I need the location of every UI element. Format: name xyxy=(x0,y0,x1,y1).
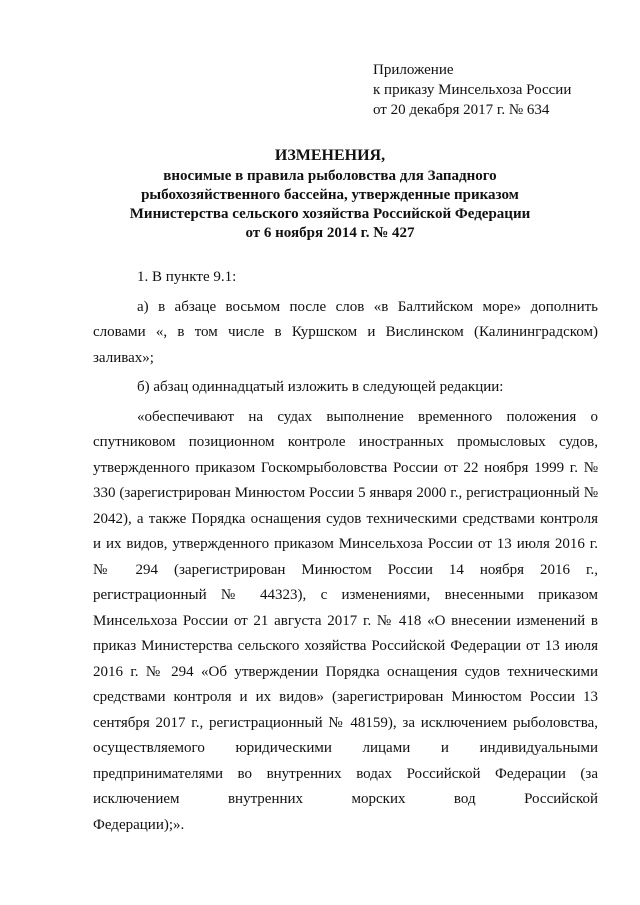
title-line-2: рыбохозяйственного бассейна, утвержденные приказом xyxy=(141,187,519,203)
title-line-3: Министерства сельского хозяйства Российской Федерации xyxy=(129,206,531,222)
item-b: б) абзац одиннадцатый изложить в следующей редакции: xyxy=(137,379,504,395)
document-body xyxy=(93,265,598,838)
appendix-line-3: от 20 декабря 2017 г. № 634 xyxy=(373,102,550,118)
item-a: а) в абзаце восьмом после слов «в Балтийском море» дополнить словами «, в том числе в Куршском и Вислинском (Калининградском) заливах»; xyxy=(93,298,598,366)
item-1: 1. В пункте 9.1: xyxy=(137,269,237,285)
document-title xyxy=(125,146,535,243)
appendix-block xyxy=(373,60,571,120)
appendix-line-1: Приложение xyxy=(373,62,454,78)
appendix-line-2: к приказу Минсельхоза России xyxy=(373,82,572,98)
quote-paragraph: «обеспечивают на судах выполнение временного положения о спутниковом позиционном контроле иностранных промысловых судов, утвержденного приказом Госкомрыболовства России от 22 ноября 1999 г. № 330 (зарегистрирован Минюстом России 5 января 2000 г., регистрационный № 2042), а также Порядка оснащения судов техническими средствами контроля и их видов, утвержденного приказом Минсельхоза России от 13 июля 2016 г. № 294 (зарегистрирован Минюстом России 14 ноября 2016 г., регистрационный № 44323), с изменениями, внесенными приказом Минсельхоза России от 21 августа 2017 г. № 418 «О внесении изменений в приказ Министерства сельского хозяйства Российской Федерации от 13 июля 2016 г. № 294 «Об утверждении Порядка оснащения судов техническими средствами контроля и их видов» (зарегистрирован Минюстом России 13 сентября 2017 г., регистрационный № 48159), за исключением рыболовства, осуществляемого юридическими лицами и индивидуальными предпринимателями во внутренних водах Российской Федерации (за исключением внутренних морских вод Российской xyxy=(93,408,598,807)
title-heading: ИЗМЕНЕНИЯ, xyxy=(274,147,386,164)
title-line-4: от 6 ноября 2014 г. № 427 xyxy=(245,225,415,241)
title-line-1: вносимые в правила рыболовства для Западного xyxy=(163,168,497,184)
quote-paragraph-end: Федерации);». xyxy=(93,816,185,833)
